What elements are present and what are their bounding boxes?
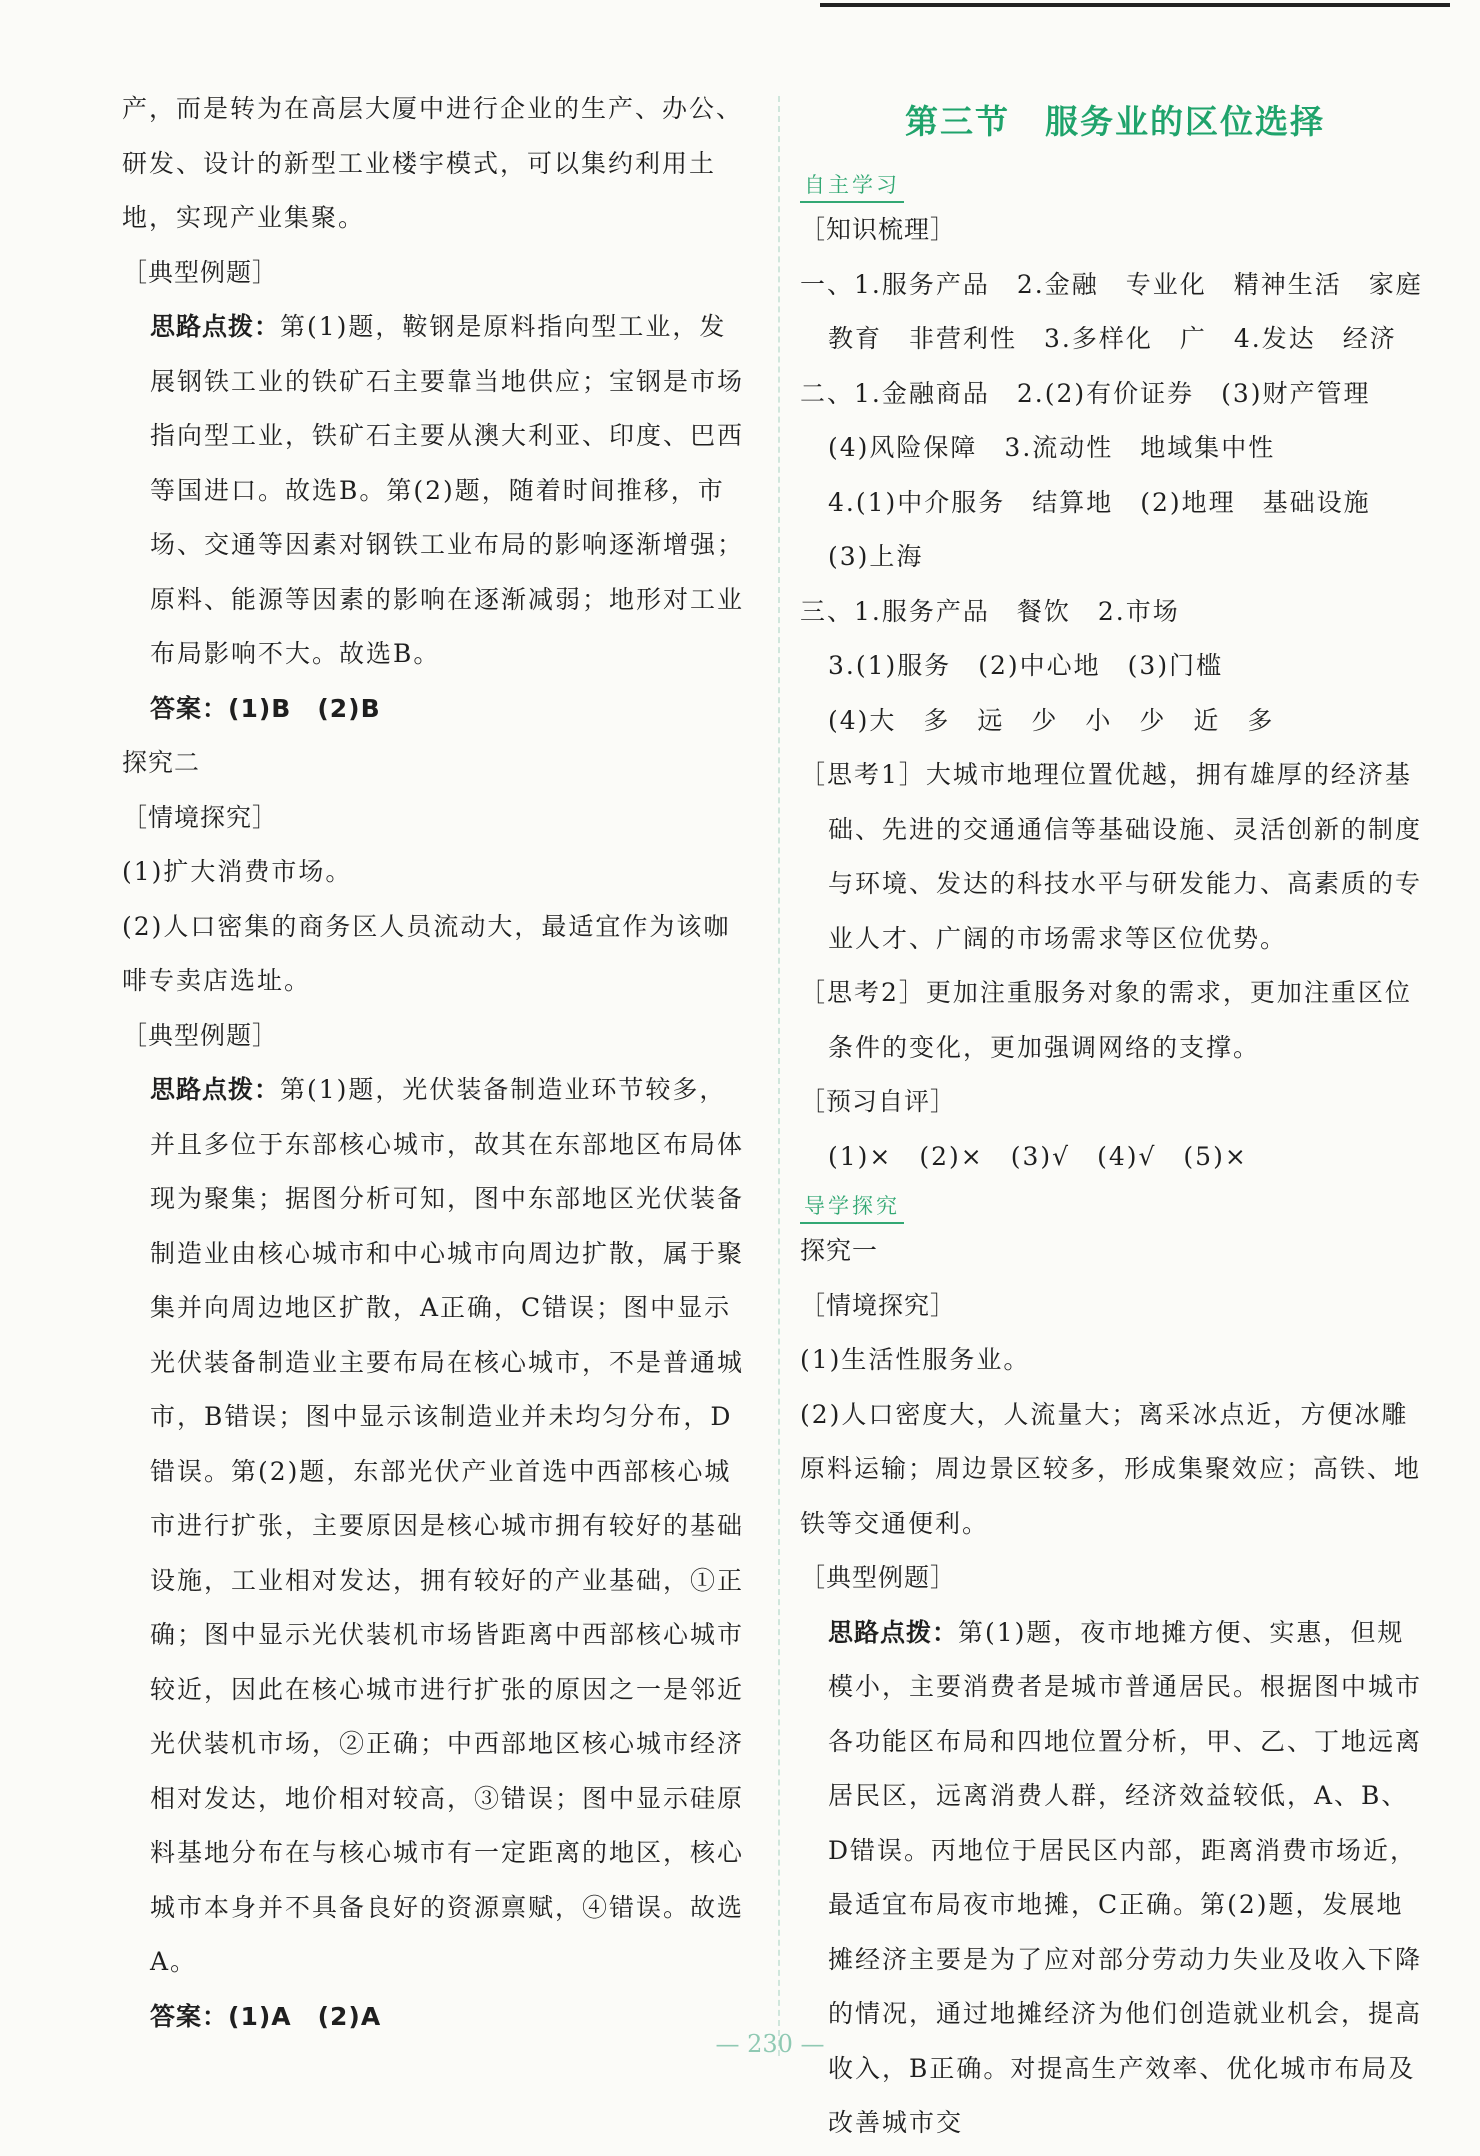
answer-value: (1)A (2)A xyxy=(228,2001,382,2031)
answer-label: 答案： xyxy=(150,2001,229,2031)
hint-text: 第(1)题，鞍钢是原料指向型工业，发展钢铁工业的铁矿石主要靠当地供应；宝钢是市场指向型工业，铁矿石主要从澳大利亚、印度、巴西等国进口。故选B。第(2)题，随着时间推移，市场、交通等因素对钢铁工业布局的影响逐渐增强；原料、能源等因素的影响在逐渐减弱；地形对工业布局影响不大。故选B。 xyxy=(150,312,745,668)
knowledge-line: 一、1.服务产品 2.金融 专业化 精神生活 家庭 xyxy=(800,269,1423,299)
hint-label: 思路点拨： xyxy=(150,312,281,341)
situation-heading: ［情境探究］ xyxy=(122,802,279,832)
column-divider xyxy=(778,96,780,2056)
example-explanation xyxy=(122,300,748,682)
hint-label: 思路点拨： xyxy=(828,1617,959,1647)
section-tag: 导学探究 xyxy=(800,1190,904,1224)
knowledge-line: (4)风险保障 3.流动性 地域集中性 xyxy=(828,433,1276,462)
situation-heading: ［情境探究］ xyxy=(800,1290,957,1320)
knowledge-line: 教育 非营利性 3.多样化 广 4.发达 经济 xyxy=(828,324,1397,353)
example-heading: ［典型例题］ xyxy=(800,1563,957,1592)
hint-label: 思路点拨： xyxy=(150,1075,281,1104)
knowledge-line: (4)大 多 远 少 小 少 近 多 xyxy=(828,705,1275,735)
right-column xyxy=(800,82,1430,2151)
answer-label: 答案： xyxy=(150,693,229,723)
knowledge-heading: ［知识梳理］ xyxy=(800,215,957,244)
knowledge-line: 二、1.金融商品 2.(2)有价证券 (3)财产管理 xyxy=(800,378,1371,408)
hint-text: 第(1)题，光伏装备制造业环节较多，并且多位于东部核心城市，故其在东部地区布局体现为聚集；据图分析可知，图中东部地区光伏装备制造业由核心城市和中心城市向周边扩散，属于聚集并向周边地区扩散，A正确，C错误；图中显示光伏装备制造业主要布局在核心城市，不是普通城市，B错误；图中显示该制造业并未均匀分布，D错误。第(2)题，东部光伏产业首选中西部核心城市进行扩张，主要原因是核心城市拥有较好的基础设施，工业相对发达，拥有较好的产业基础，①正确；图中显示光伏装机市场皆距离中西部核心城市较近，因此在核心城市进行扩张的原因之一是邻近光伏装机市场，②正确；中西部地区核心城市经济相对发达，地价相对较高，③错误；图中显示硅原料基地分布在与核心城市有一定距离的地区，核心城市本身并不具备良好的资源禀赋，④错误。故选A。 xyxy=(150,1075,745,1976)
hint-text: 第(1)题，夜市地摊方便、实惠，但规模小，主要消费者是城市普通居民。根据图中城市各功能区布局和四地位置分析，甲、乙、丁地远离居民区，远离消费人群，经济效益较低，A、B、D错误。丙地位于居民区内部，距离消费市场近，最适宜布局夜市地摊，C正确。第(2)题，发展地摊经济主要是为了应对部分劳动力失业及收入下降的情况，通过地摊经济为他们创造就业机会，提高收入，B正确。对提高生产效率、优化城市布局及改善城市交 xyxy=(828,1617,1423,2137)
explore-title: 探究一 xyxy=(800,1236,879,1265)
situation-item: (1)扩大消费市场。 xyxy=(122,857,353,886)
preview-answers: (1)× (2)× (3)√ (4)√ (5)× xyxy=(828,1141,1248,1171)
top-rule xyxy=(820,3,1450,7)
situation-item: (1)生活性服务业。 xyxy=(800,1345,1031,1374)
think-paragraph: ［思考2］更加注重服务对象的需求，更加注重区位条件的变化，更加强调网络的支撑。 xyxy=(800,978,1412,1062)
answer-value: (1)B (2)B xyxy=(228,693,381,723)
preview-heading: ［预习自评］ xyxy=(800,1087,957,1116)
think-paragraph: ［思考1］大城市地理位置优越，拥有雄厚的经济基础、先进的交通通信等基础设施、灵活创新的制度与环境、发达的科技水平与研发能力、高素质的专业人才、广阔的市场需求等区位优势。 xyxy=(800,760,1423,953)
section-tag: 自主学习 xyxy=(800,169,904,203)
left-column xyxy=(122,82,748,2044)
knowledge-line: 三、1.服务产品 餐饮 2.市场 xyxy=(800,596,1180,626)
explore-title: 探究二 xyxy=(122,748,201,777)
situation-item: (2)人口密度大，人流量大；离采冰点近，方便冰雕原料运输；周边景区较多，形成集聚效应；高铁、地铁等交通便利。 xyxy=(800,1399,1422,1538)
intro-paragraph: 产，而是转为在高层大厦中进行企业的生产、办公、研发、设计的新型工业楼宇模式，可以集约利用土地，实现产业集聚。 xyxy=(122,94,744,232)
answer-line xyxy=(122,682,748,737)
page-number: — 230 — xyxy=(715,2030,825,2058)
example-explanation xyxy=(800,1606,1430,2151)
example-heading: ［典型例题］ xyxy=(122,257,279,287)
situation-item: (2)人口密集的商务区人员流动大，最适宜作为该咖啡专卖店选址。 xyxy=(122,911,731,995)
knowledge-line: 4.(1)中介服务 结算地 (2)地理 基础设施 xyxy=(828,487,1371,517)
knowledge-line: (3)上海 xyxy=(828,542,924,571)
section-title: 第三节 服务业的区位选择 xyxy=(905,102,1325,141)
example-explanation xyxy=(122,1063,748,1990)
knowledge-line: 3.(1)服务 (2)中心地 (3)门槛 xyxy=(828,651,1224,680)
example-heading: ［典型例题］ xyxy=(122,1020,279,1050)
